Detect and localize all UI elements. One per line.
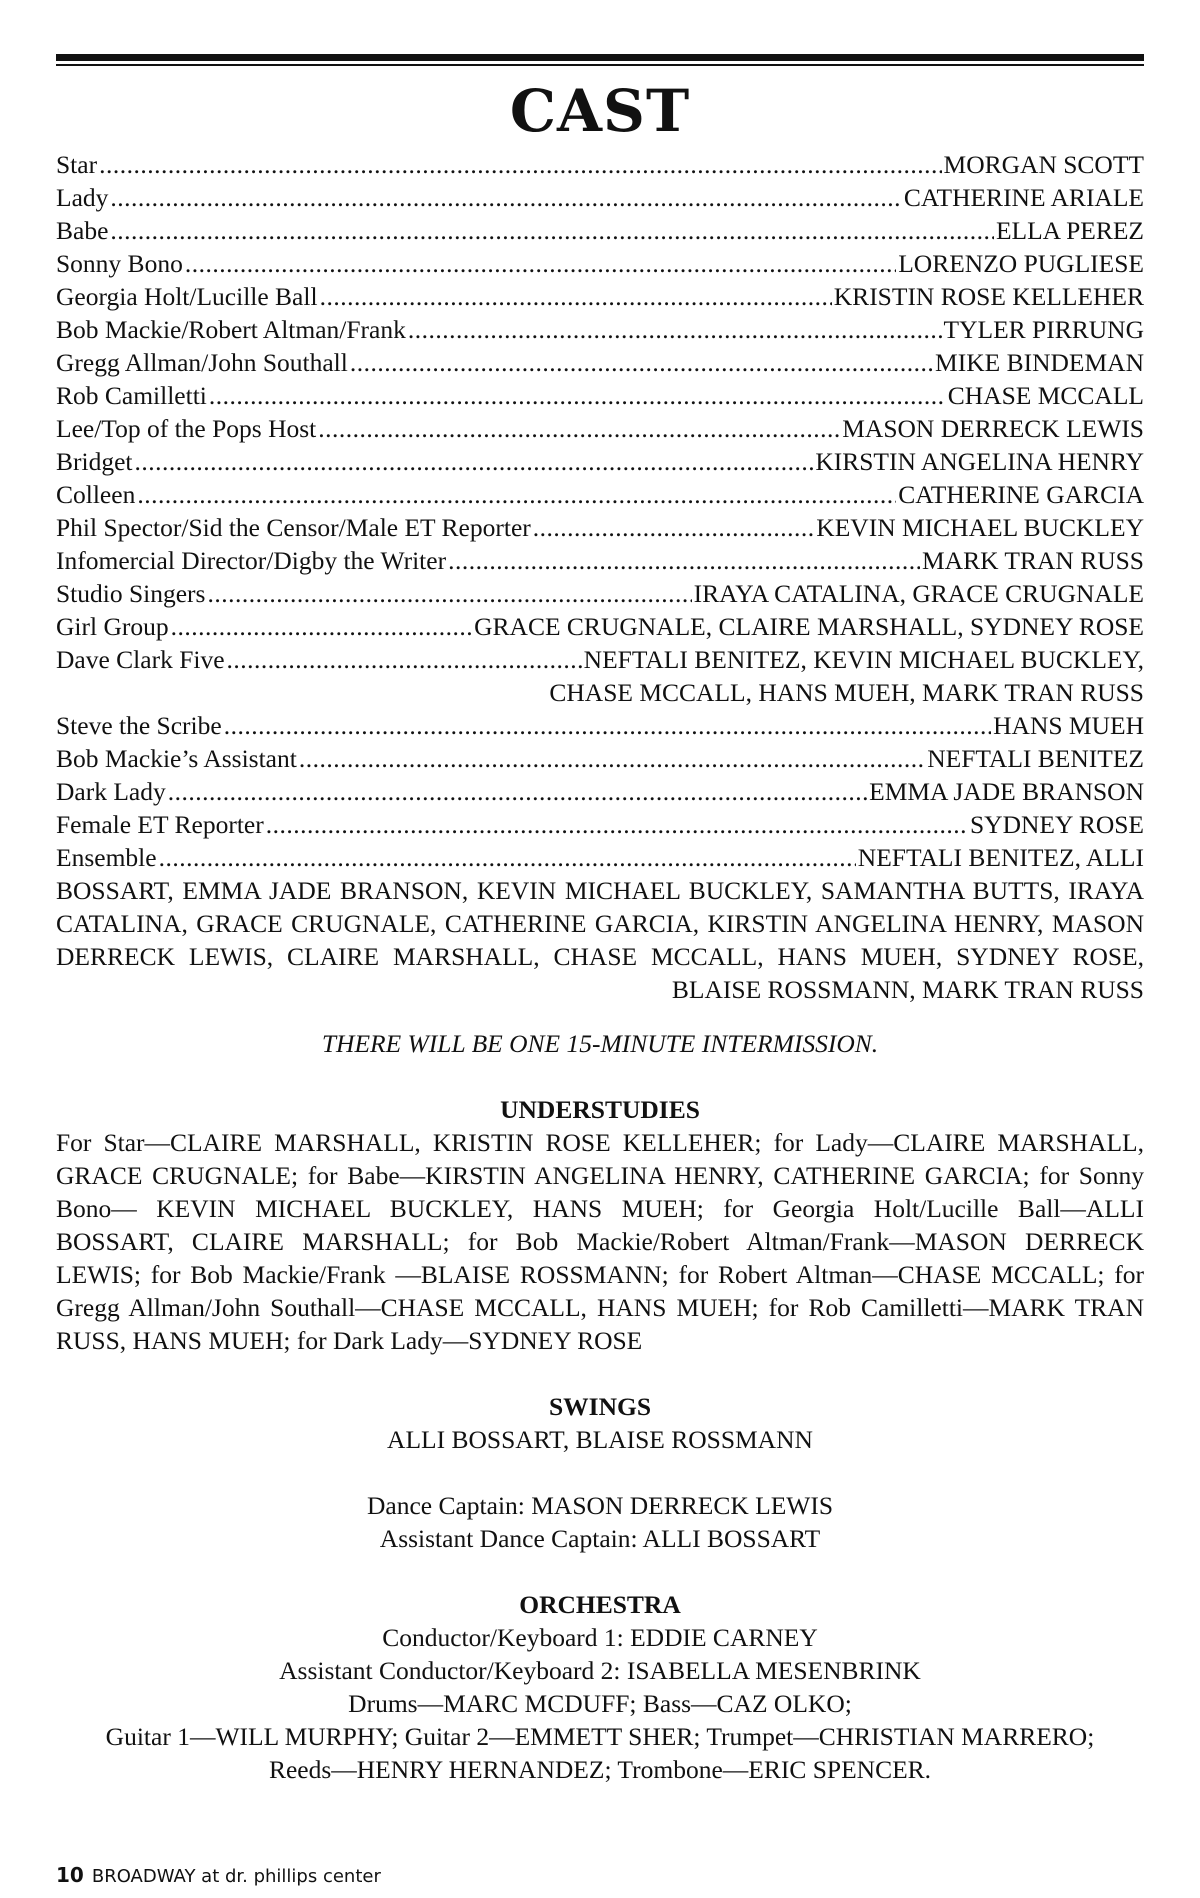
actor-name: HANS MUEH [993,711,1144,740]
actor-name: NEFTALI BENITEZ, KEVIN MICHAEL BUCKLEY, [583,645,1144,674]
cast-row [56,775,1144,808]
actor-name: KRISTIN ROSE KELLEHER [833,282,1144,311]
understudies-heading: UNDERSTUDIES [500,1095,700,1124]
actor-name: GRACE CRUGNALE, CLAIRE MARSHALL, SYDNEY ROSE [474,612,1144,641]
cast-row [56,346,1144,379]
role-name: Lee/Top of the Pops Host [56,414,317,443]
swings-heading: SWINGS [548,1392,652,1421]
role-name: Colleen [56,480,136,509]
role-name: Studio Singers [56,579,206,608]
cast-row [56,511,1144,544]
orchestra-line: Guitar 1—WILL MURPHY; Guitar 2—EMMETT SHER; Trumpet—CHRISTIAN MARRERO; [105,1722,1095,1751]
actor-name: IRAYA CATALINA, GRACE CRUGNALE [693,579,1144,608]
orchestra-line: Drums—MARC MCDUFF; Bass—CAZ OLKO; [348,1689,852,1718]
cast-row [56,841,1144,874]
publication-name: BROADWAY at dr. phillips center [91,1866,381,1887]
cast-row [56,478,1144,511]
role-name: Georgia Holt/Lucille Ball [56,282,318,311]
role-name: Phil Spector/Sid the Censor/Male ET Reporter [56,513,531,542]
dot-leader [350,346,933,379]
dot-leader [266,808,968,841]
cast-row [56,247,1144,280]
role-name: Dave Clark Five [56,645,225,674]
dot-leader [207,577,691,610]
ensemble-continued: BOSSART, EMMA JADE BRANSON, KEVIN MICHAEL BUCKLEY, SAMANTHA BUTTS, IRAYA CATALINA, GRACE CRUGNALE, CATHERINE GARCIA, KIRSTIN ANGELINA HENRY, MASON DERRECK LEWIS, CLAIRE MARSHALL, CHASE MCCALL, HANS MUEH, SYDNEY ROSE, BLAISE ROSSMANN, MARK TRAN RUSS [56,876,1144,1004]
role-name: Girl Group [56,612,169,641]
dot-leader [227,643,582,676]
role-name: Infomercial Director/Digby the Writer [56,546,447,575]
orchestra-line: Reeds—HENRY HERNANDEZ; Trombone—ERIC SPENCER. [268,1755,932,1784]
dot-leader [171,610,473,643]
role-name: Steve the Scribe [56,711,222,740]
orchestra-heading: ORCHESTRA [519,1590,681,1619]
actor-name: MIKE BINDEMAN [935,348,1144,377]
cast-row [56,181,1144,214]
actor-name: LORENZO PUGLIESE [898,249,1144,278]
dot-leader [318,412,840,445]
dot-leader [110,181,901,214]
page-title: CAST [509,77,691,145]
cast-row [56,742,1144,775]
understudies-text: For Star—CLAIRE MARSHALL, KRISTIN ROSE KELLEHER; for Lady—CLAIRE MARSHALL, GRACE CRUGNALE; for Babe—KIRSTIN ANGELINA HENRY, CATHERINE GARCIA; for Sonny Bono— KEVIN MICHAEL BUCKLEY, HANS MUEH; for Georgia Holt/Lucille Ball—ALLI BOSSART, CLAIRE MARSHALL; for Bob Mackie/Robert Altman/Frank—MASON DERRECK LEWIS; for Bob Mackie/Frank —BLAISE ROSSMANN; for Robert Altman—CHASE MCCALL; for Gregg Allman/John Southall—CHASE MCCALL, HANS MUEH; for Rob Camilletti—MARK TRAN RUSS, HANS MUEH; for Dark Lady—SYDNEY ROSE [56,1128,1144,1355]
dot-leader [110,214,994,247]
actor-name: SYDNEY ROSE [969,810,1144,839]
dance-captain: Dance Captain: MASON DERRECK LEWIS [366,1491,834,1520]
intermission-note: THERE WILL BE ONE 15-MINUTE INTERMISSION. [321,1029,879,1058]
dot-leader [299,742,925,775]
role-name: Ensemble [56,843,157,872]
actor-name: TYLER PIRRUNG [943,315,1144,344]
dot-leader [209,379,946,412]
role-name: Dark Lady [56,777,166,806]
dot-leader [159,841,856,874]
cast-row [56,808,1144,841]
role-name: Female ET Reporter [56,810,264,839]
dot-leader [137,478,896,511]
actor-name: MARK TRAN RUSS [921,546,1144,575]
dot-leader [533,511,815,544]
actor-name: ELLA PEREZ [995,216,1144,245]
orchestra-line: Assistant Conductor/Keyboard 2: ISABELLA MESENBRINK [279,1656,921,1685]
role-name: Bob Mackie/Robert Altman/Frank [56,315,406,344]
top-rule-thin [56,64,1144,66]
role-name: Gregg Allman/John Southall [56,348,348,377]
dot-leader [135,445,814,478]
role-name: Rob Camilletti [56,381,207,410]
dot-leader [99,148,941,181]
dot-leader [448,544,920,577]
cast-row [56,280,1144,313]
page-footer [56,1863,381,1887]
top-rule-thick [56,54,1144,61]
actor-name: EMMA JADE BRANSON [869,777,1144,806]
cast-row [56,643,1144,676]
cast-row [56,313,1144,346]
actor-name: CATHERINE ARIALE [903,183,1144,212]
actor-name: MASON DERRECK LEWIS [842,414,1144,443]
actor-name: MORGAN SCOTT [943,150,1144,179]
role-name: Babe [56,216,109,245]
cast-row [56,445,1144,478]
actor-name: CATHERINE GARCIA [898,480,1144,509]
cast-row [56,709,1144,742]
cast-row [56,577,1144,610]
page-number: 10 [56,1863,84,1887]
dot-leader [408,313,942,346]
dot-leader [224,709,991,742]
swings-names: ALLI BOSSART, BLAISE ROSSMANN [387,1425,813,1454]
cast-row [56,148,1144,181]
dave-clark-continued: CHASE MCCALL, HANS MUEH, MARK TRAN RUSS [549,678,1144,707]
cast-row [56,544,1144,577]
actor-name: KIRSTIN ANGELINA HENRY [815,447,1144,476]
cast-list [56,148,1144,1786]
role-name: Sonny Bono [56,249,183,278]
assistant-dance-captain: Assistant Dance Captain: ALLI BOSSART [379,1524,821,1553]
role-name: Bridget [56,447,133,476]
cast-row [56,379,1144,412]
dot-leader [168,775,867,808]
role-name: Bob Mackie’s Assistant [56,744,297,773]
cast-row [56,610,1144,643]
dot-leader [320,280,832,313]
cast-row [56,412,1144,445]
role-name: Lady [56,183,109,212]
program-page [56,54,1144,1786]
actor-name: CHASE MCCALL [947,381,1144,410]
actor-name: NEFTALI BENITEZ, ALLI [857,843,1144,872]
dot-leader [185,247,896,280]
actor-name: KEVIN MICHAEL BUCKLEY [816,513,1144,542]
orchestra-line: Conductor/Keyboard 1: EDDIE CARNEY [382,1623,818,1652]
role-name: Star [56,150,98,179]
cast-row [56,214,1144,247]
actor-name: NEFTALI BENITEZ [927,744,1144,773]
